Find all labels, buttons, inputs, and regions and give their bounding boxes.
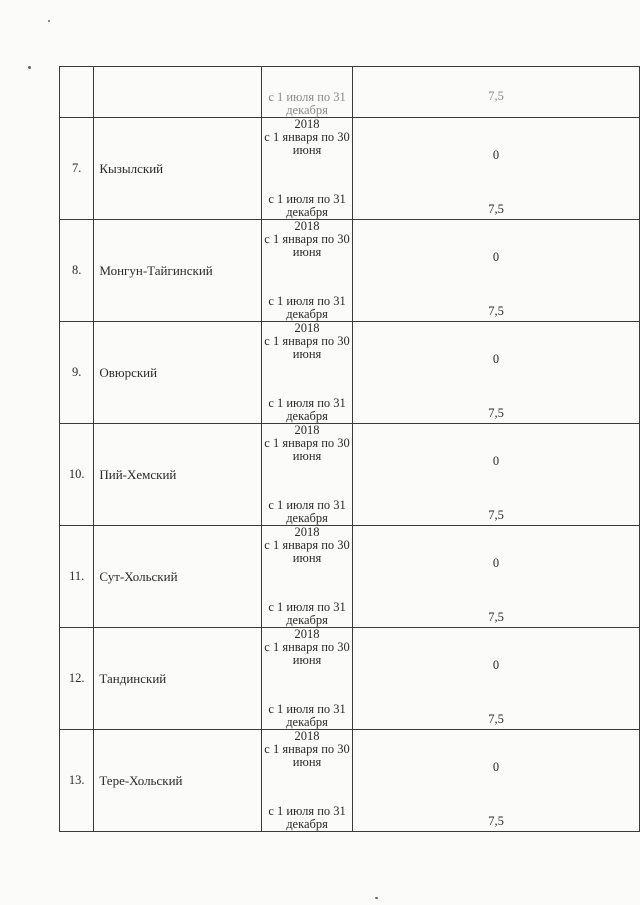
period-year: 2018 [294, 729, 320, 743]
table-row [60, 118, 640, 220]
value-second-half: 7,5 [488, 508, 504, 522]
district-name-cell: Овюрский [94, 322, 262, 424]
period-cell [262, 730, 353, 832]
row-number-cell: 11. [60, 526, 94, 628]
value-second-half: 7,5 [488, 610, 504, 624]
period-year: 2018 [294, 525, 320, 539]
district-name-cell: Тандинский [94, 628, 262, 730]
value-cell [353, 526, 640, 628]
period-second-half: с 1 июля по 31 декабря [268, 396, 346, 423]
row-number-cell: 12. [60, 628, 94, 730]
period-first-half: с 1 января по 30 июня [264, 538, 350, 565]
period-second-half: с 1 июля по 31 декабря [268, 294, 346, 321]
value-second-half: 7,5 [488, 406, 504, 420]
row-number-cell: 10. [60, 424, 94, 526]
table-row [60, 424, 640, 526]
value-cell [353, 730, 640, 832]
scan-speck [28, 66, 31, 69]
period-first-half: с 1 января по 30 июня [264, 334, 350, 361]
row-number-cell: 9. [60, 322, 94, 424]
value-first-half: 0 [492, 556, 500, 570]
period-cell [262, 220, 353, 322]
district-name-cell: Тере-Хольский [94, 730, 262, 832]
value-second-half: 7,5 [488, 89, 504, 103]
period-year: 2018 [294, 321, 320, 335]
value-cell [353, 424, 640, 526]
district-name-cell: Кызылский [94, 118, 262, 220]
row-number-cell: 13. [60, 730, 94, 832]
table-row [60, 628, 640, 730]
period-second-half: с 1 июля по 31 декабря [268, 702, 346, 729]
district-name-cell: Сут-Хольский [94, 526, 262, 628]
row-number-cell: 8. [60, 220, 94, 322]
period-first-half: с 1 января по 30 июня [264, 130, 350, 157]
tariff-table [59, 66, 640, 832]
period-year: 2018 [294, 423, 320, 437]
period-year: 2018 [294, 219, 320, 233]
table-row [60, 730, 640, 832]
period-second-half: с 1 июля по 31 декабря [268, 192, 346, 219]
table-row-partial [60, 67, 640, 118]
period-second-half: с 1 июля по 31 декабря [268, 804, 346, 831]
value-first-half: 0 [492, 760, 500, 774]
value-second-half: 7,5 [488, 202, 504, 216]
table-row [60, 322, 640, 424]
tariff-table-body [60, 67, 640, 832]
row-number-cell [60, 67, 94, 118]
value-cell [353, 67, 640, 118]
row-number-cell: 7. [60, 118, 94, 220]
period-cell [262, 628, 353, 730]
value-second-half: 7,5 [488, 814, 504, 828]
period-cell [262, 118, 353, 220]
period-first-half: с 1 января по 30 июня [264, 742, 350, 769]
value-second-half: 7,5 [488, 304, 504, 318]
value-cell [353, 322, 640, 424]
district-name-cell: Монгун-Тайгинский [94, 220, 262, 322]
period-second-half: с 1 июля по 31 декабря [268, 600, 346, 627]
table-row [60, 220, 640, 322]
value-cell [353, 220, 640, 322]
district-name-cell [94, 67, 262, 118]
period-first-half: с 1 января по 30 июня [264, 436, 350, 463]
period-cell [262, 67, 353, 118]
scan-speck [375, 897, 378, 899]
period-cell [262, 424, 353, 526]
value-cell [353, 628, 640, 730]
period-year: 2018 [294, 117, 320, 131]
value-second-half: 7,5 [488, 712, 504, 726]
value-first-half: 0 [492, 250, 500, 264]
period-second-half: с 1 июля по 31 декабря [268, 498, 346, 525]
period-first-half: с 1 января по 30 июня [264, 640, 350, 667]
period-first-half: с 1 января по 30 июня [264, 232, 350, 259]
period-second-half: с 1 июля по 31 декабря [268, 90, 346, 117]
district-name-cell: Пий-Хемский [94, 424, 262, 526]
value-first-half: 0 [492, 454, 500, 468]
scan-speck [48, 20, 50, 22]
value-cell [353, 118, 640, 220]
period-cell [262, 322, 353, 424]
value-first-half: 0 [492, 148, 500, 162]
period-cell [262, 526, 353, 628]
value-first-half: 0 [492, 352, 500, 366]
table-row [60, 526, 640, 628]
value-first-half: 0 [492, 658, 500, 672]
period-year: 2018 [294, 627, 320, 641]
